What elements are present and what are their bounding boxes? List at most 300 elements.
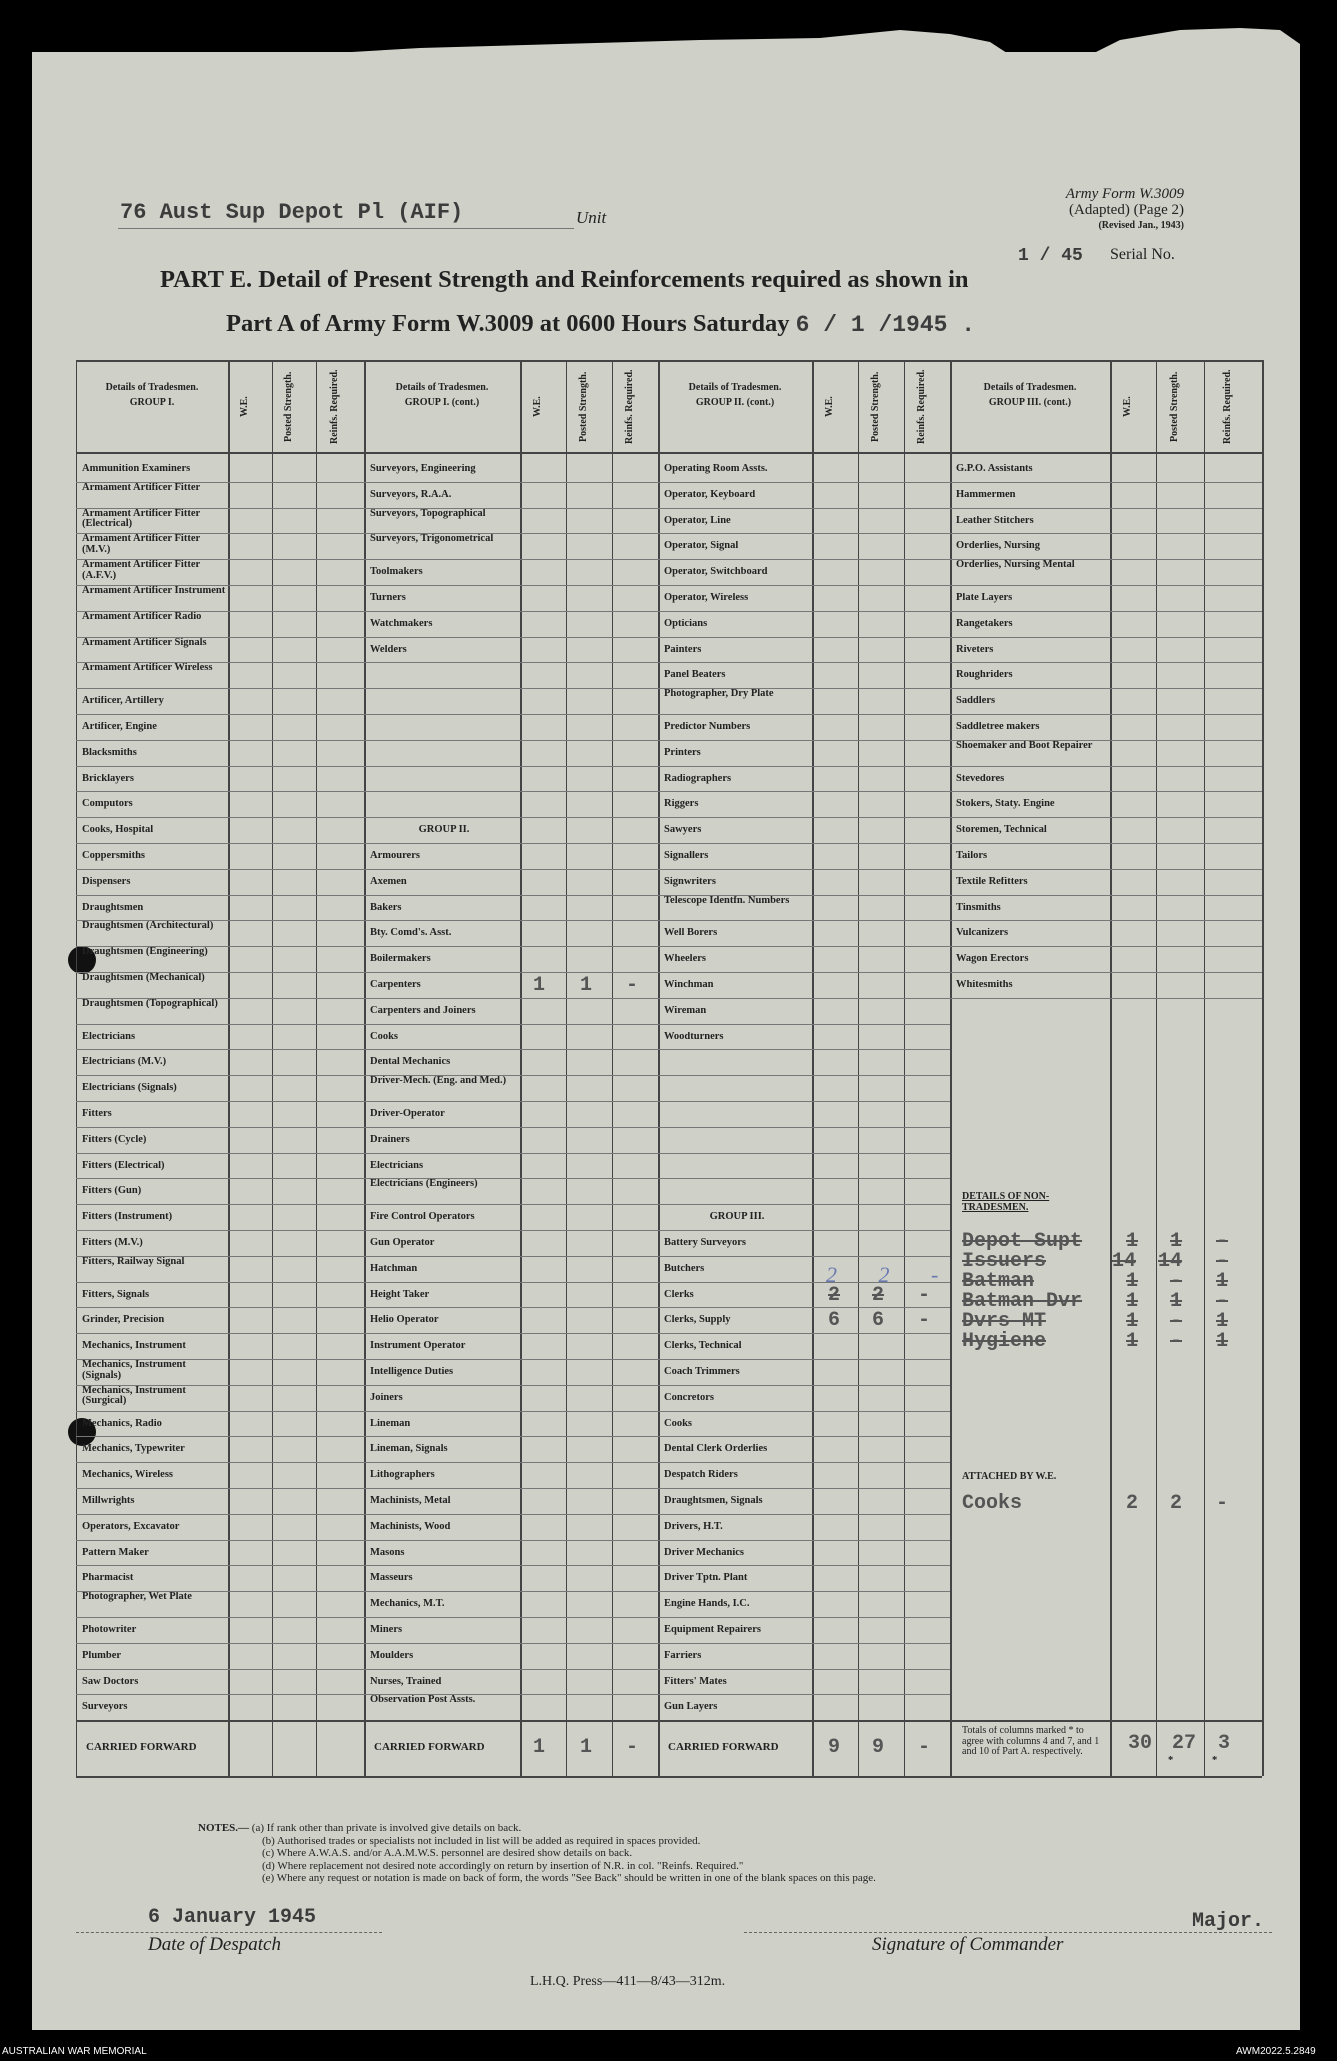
footer-left: AUSTRALIAN WAR MEMORIAL xyxy=(2,2046,147,2057)
details-header: Details of Tradesmen. xyxy=(983,382,1077,393)
row-line xyxy=(950,611,1262,612)
row-label: Fitters xyxy=(82,1109,112,1119)
row-line xyxy=(364,1643,658,1644)
row-label: Millwrights xyxy=(82,1496,135,1506)
column-divider xyxy=(858,360,859,1776)
row-label: Fitters (Gun) xyxy=(82,1186,142,1197)
row-label: Fitters (M.V.) xyxy=(82,1238,143,1248)
row-line xyxy=(364,998,658,999)
row-label: Orderlies, Nursing xyxy=(956,541,1040,552)
row-line xyxy=(76,1049,364,1050)
row-line xyxy=(364,1282,658,1283)
row-line xyxy=(950,998,1262,999)
row-label: Riggers xyxy=(664,799,699,810)
attached-name: Cooks xyxy=(962,1492,1023,1515)
group-header: GROUP III. (cont.) xyxy=(988,397,1072,408)
row-label: Blacksmiths xyxy=(82,747,137,758)
row-label: Instrument Operator xyxy=(370,1341,466,1352)
row-line xyxy=(658,1230,950,1231)
table-left xyxy=(76,360,77,1776)
row-line xyxy=(658,1101,950,1102)
row-label: Wagon Erectors xyxy=(956,954,1029,965)
row-line xyxy=(76,1127,364,1128)
row-line xyxy=(950,714,1262,715)
row-label: Telescope Identfn. Numbers xyxy=(664,895,790,906)
row-line xyxy=(76,1075,364,1076)
row-line xyxy=(658,1540,950,1541)
star-mark: * xyxy=(1212,1756,1218,1767)
non-tradesman-name: Hygiene xyxy=(962,1330,1047,1353)
column-header xyxy=(954,382,1106,408)
non-tradesman-reinfs: 1 xyxy=(1216,1270,1229,1293)
row-label: Bakers xyxy=(370,902,402,913)
cf-col2-posted: 1 xyxy=(580,1736,593,1760)
row-label: Stokers, Staty. Engine xyxy=(956,799,1055,810)
row-label: Clerks xyxy=(664,1289,694,1300)
group-header: GROUP I. xyxy=(129,397,175,408)
row-line xyxy=(658,1436,950,1437)
row-line xyxy=(364,1669,658,1670)
row-line xyxy=(658,843,950,844)
table-top xyxy=(76,360,1262,362)
row-line xyxy=(658,482,950,483)
non-tradesman-name: Issuers xyxy=(962,1250,1047,1273)
row-label: Axemen xyxy=(370,876,407,887)
row-label: Woodturners xyxy=(664,1031,724,1042)
row-label: Miners xyxy=(370,1625,403,1635)
row-line xyxy=(76,843,364,844)
row-line xyxy=(950,946,1262,947)
row-label: Mechanics, Radio xyxy=(82,1418,162,1429)
row-line xyxy=(950,482,1262,483)
row-label: Pharmacist xyxy=(82,1573,134,1584)
row-line xyxy=(658,1669,950,1670)
non-tradesman-reinfs: - xyxy=(1216,1250,1229,1273)
row-label: Stevedores xyxy=(956,773,1005,784)
row-line xyxy=(364,1565,658,1566)
row-label: Tailors xyxy=(956,851,988,861)
non-tradesman-posted: 1 xyxy=(1170,1230,1183,1253)
row-line xyxy=(76,1153,364,1154)
row-line xyxy=(658,1333,950,1334)
row-line xyxy=(364,1591,658,1592)
row-line xyxy=(364,1024,658,1025)
row-line xyxy=(658,559,950,560)
row-label: Fitters, Signals xyxy=(82,1289,150,1300)
non-tradesman-name: Depot Supt xyxy=(962,1230,1083,1253)
row-line xyxy=(950,972,1262,973)
row-line xyxy=(364,688,658,689)
column-divider xyxy=(272,360,273,1776)
row-label: Gun Operator xyxy=(370,1238,435,1248)
row-label: Machinists, Wood xyxy=(370,1521,451,1532)
row-label: Fitters' Mates xyxy=(664,1676,727,1687)
row-label: Masons xyxy=(370,1547,405,1558)
row-label: Equipment Repairers xyxy=(664,1625,761,1635)
row-label: Lithographers xyxy=(370,1470,435,1481)
row-line xyxy=(76,817,364,818)
row-line xyxy=(950,637,1262,638)
row-label: Coppersmiths xyxy=(82,851,146,861)
unit-underline xyxy=(118,228,574,229)
row-line xyxy=(76,1282,364,1283)
row-label: Leather Stitchers xyxy=(956,515,1034,526)
row-line xyxy=(364,766,658,767)
row-line xyxy=(364,1617,658,1618)
row-line xyxy=(364,1540,658,1541)
non-tradesman-we: 1 xyxy=(1126,1230,1139,1253)
reinfs-header: Reinfs. Required. xyxy=(624,369,635,445)
row-label: Farriers xyxy=(664,1650,702,1661)
row-label: Concretors xyxy=(664,1392,714,1403)
row-line xyxy=(658,817,950,818)
column-divider xyxy=(364,360,366,1776)
row-line xyxy=(76,1333,364,1334)
form-adapted: (Adapted) (Page 2) xyxy=(1069,202,1184,218)
row-line xyxy=(658,972,950,973)
column-divider xyxy=(520,360,522,1776)
row-line xyxy=(364,817,658,818)
row-label: Mechanics, Instrument (Signals) xyxy=(82,1360,186,1381)
row-line xyxy=(658,791,950,792)
row-label: Hatchman xyxy=(370,1263,418,1274)
row-line xyxy=(364,869,658,870)
row-label: Draughtsmen (Engineering) xyxy=(82,947,208,958)
row-line xyxy=(364,482,658,483)
row-label: Joiners xyxy=(370,1392,403,1403)
cf-col3-reinfs: - xyxy=(918,1736,931,1760)
row-label: Mechanics, M.T. xyxy=(370,1599,445,1610)
non-tradesman-posted: 1 xyxy=(1170,1290,1183,1313)
row-line xyxy=(364,1230,658,1231)
row-label: Signwriters xyxy=(664,876,716,887)
row-label: Predictor Numbers xyxy=(664,722,751,732)
row-line xyxy=(950,869,1262,870)
row-line xyxy=(76,1462,364,1463)
column-divider xyxy=(1110,360,1112,1776)
row-label: Saw Doctors xyxy=(82,1676,139,1687)
non-tradesman-posted: - xyxy=(1170,1270,1183,1293)
row-line xyxy=(658,1256,950,1257)
column-divider xyxy=(566,360,567,1776)
row-label: Armourers xyxy=(370,851,420,861)
row-line xyxy=(658,1127,950,1128)
row-label: Operator, Switchboard xyxy=(664,567,768,578)
total-posted: 27 xyxy=(1172,1732,1197,1756)
group-header: GROUP II. (cont.) xyxy=(695,397,775,408)
reinfs-header: Reinfs. Required. xyxy=(1222,369,1233,445)
we-header: W.E. xyxy=(532,396,543,418)
row-label: Watchmakers xyxy=(370,618,433,629)
footer-right: AWM2022.5.2849 xyxy=(1236,2046,1316,2057)
row-label: Butchers xyxy=(664,1263,705,1274)
row-label: Surveyors, R.A.A. xyxy=(370,489,452,500)
row-label: Armament Artificer Radio xyxy=(82,611,202,622)
row-label: Electricians (M.V.) xyxy=(82,1057,167,1068)
row-line xyxy=(364,1256,658,1257)
posted-header: Posted Strength. xyxy=(870,371,881,443)
total-we: 30 xyxy=(1128,1732,1153,1756)
row-label: Boilermakers xyxy=(370,954,431,965)
row-line xyxy=(76,714,364,715)
row-line xyxy=(76,1411,364,1412)
row-line xyxy=(658,766,950,767)
reinfs-header: Reinfs. Required. xyxy=(329,369,340,445)
row-label: Plate Layers xyxy=(956,593,1013,603)
row-label: Roughriders xyxy=(956,670,1013,681)
row-label: Welders xyxy=(370,644,407,655)
row-label: Armament Artificer Instrument xyxy=(82,586,226,596)
unit-label: Unit xyxy=(576,208,607,227)
group-heading: GROUP III. xyxy=(709,1212,765,1223)
row-line xyxy=(364,1127,658,1128)
row-label: Shoemaker and Boot Repairer xyxy=(956,740,1093,751)
row-line xyxy=(364,714,658,715)
row-line xyxy=(76,688,364,689)
non-tradesman-name: Dvrs MT xyxy=(962,1310,1047,1333)
note-d: (d) Where replacement not desired note accordingly on return by insertion of N.R. in col. "Reinfs. Required." xyxy=(262,1859,744,1872)
signature-value: Major. xyxy=(1192,1910,1265,1933)
row-label: Well Borers xyxy=(664,928,718,939)
row-label: Height Taker xyxy=(370,1289,430,1300)
total-reinfs: 3 xyxy=(1218,1732,1231,1756)
row-label: Operator, Line xyxy=(664,515,731,526)
column-divider xyxy=(1204,360,1205,1776)
star-mark: * xyxy=(1168,1756,1174,1767)
row-line xyxy=(76,1024,364,1025)
row-line xyxy=(364,585,658,586)
row-line xyxy=(364,1101,658,1102)
row-label: Toolmakers xyxy=(370,567,423,578)
row-line xyxy=(76,1669,364,1670)
row-label: Turners xyxy=(370,593,406,603)
clerks-supply-reinfs: - xyxy=(918,1309,931,1333)
row-line xyxy=(364,559,658,560)
row-label: Battery Surveyors xyxy=(664,1238,746,1248)
row-line xyxy=(364,920,658,921)
row-line xyxy=(950,920,1262,921)
carried-forward-label: CARRIED FORWARD xyxy=(668,1742,779,1753)
non-tradesman-reinfs: - xyxy=(1216,1230,1229,1253)
reinfs-header: Reinfs. Required. xyxy=(916,369,927,445)
row-label: Masseurs xyxy=(370,1573,413,1584)
row-label: Fire Control Operators xyxy=(370,1212,475,1223)
row-line xyxy=(76,895,364,896)
row-line xyxy=(950,895,1262,896)
non-tradesmen-heading: DETAILS OF NON-TRADESMEN. xyxy=(962,1192,1050,1213)
row-label: Electricians xyxy=(82,1031,136,1042)
row-label: Dispensers xyxy=(82,876,131,887)
column-header xyxy=(662,382,808,408)
attached-we: 2 xyxy=(1126,1492,1139,1515)
table-bottom xyxy=(76,1776,1262,1778)
row-label: Pattern Maker xyxy=(82,1547,149,1558)
non-tradesman-we: 1 xyxy=(1126,1290,1139,1313)
row-label: Surveyors, Engineering xyxy=(370,464,476,474)
non-tradesman-we: 14 xyxy=(1112,1250,1137,1273)
row-label: Despatch Riders xyxy=(664,1470,738,1481)
row-label: Saddlers xyxy=(956,696,996,707)
non-tradesman-we: 1 xyxy=(1126,1310,1139,1333)
non-tradesman-name: Batman Dvr xyxy=(962,1290,1083,1313)
carpenters-posted: 1 xyxy=(580,974,593,997)
row-label: Armament Artificer Fitter (Electrical) xyxy=(82,508,200,530)
row-label: Fitters, Railway Signal xyxy=(82,1256,185,1267)
row-label: Rangetakers xyxy=(956,618,1013,629)
row-line xyxy=(76,740,364,741)
row-line xyxy=(76,1178,364,1179)
posted-header: Posted Strength. xyxy=(578,371,589,443)
serial-value: 1 / 45 xyxy=(1018,246,1083,266)
row-line xyxy=(658,637,950,638)
row-line xyxy=(76,1617,364,1618)
row-label: Operators, Excavator xyxy=(82,1521,180,1532)
row-line xyxy=(658,1153,950,1154)
row-label: Coach Trimmers xyxy=(664,1367,740,1377)
row-label: Driver-Mech. (Eng. and Med.) xyxy=(370,1076,507,1087)
row-label: Drivers, H.T. xyxy=(664,1521,723,1532)
cf-col3-we: 9 xyxy=(828,1736,841,1760)
row-line xyxy=(658,662,950,663)
row-line xyxy=(658,611,950,612)
clerks-reinfs: - xyxy=(918,1283,931,1307)
row-line xyxy=(658,1075,950,1076)
row-line xyxy=(658,1178,950,1179)
row-label: Armament Artificer Wireless xyxy=(82,663,213,674)
row-line xyxy=(364,843,658,844)
row-label: Painters xyxy=(664,644,702,655)
row-label: Armament Artificer Signals xyxy=(82,637,207,648)
row-line xyxy=(76,1307,364,1308)
column-divider xyxy=(228,360,230,1776)
row-label: Intelligence Duties xyxy=(370,1367,454,1377)
row-label: Cooks xyxy=(370,1031,399,1042)
row-line xyxy=(76,1514,364,1515)
row-label: Bty. Comd's. Asst. xyxy=(370,928,452,939)
row-label: Mechanics, Instrument (Surgical) xyxy=(82,1385,186,1407)
row-label: Artificer, Engine xyxy=(82,722,157,732)
row-label: Armament Artificer Fitter (A.F.V.) xyxy=(82,560,200,581)
row-label: Vulcanizers xyxy=(956,928,1009,939)
notes xyxy=(198,1822,1198,1885)
row-label: Operator, Keyboard xyxy=(664,489,756,500)
row-label: Operator, Signal xyxy=(664,541,739,552)
row-line xyxy=(364,1462,658,1463)
row-label: Operator, Wireless xyxy=(664,593,749,603)
unit-typed: 76 Aust Sup Depot Pl (AIF) xyxy=(120,200,464,225)
row-line xyxy=(364,791,658,792)
row-label: Photographer, Dry Plate xyxy=(664,689,774,700)
row-line xyxy=(950,533,1262,534)
row-label: Wheelers xyxy=(664,954,706,965)
non-tradesman-posted: - xyxy=(1170,1310,1183,1333)
non-tradesman-we: 1 xyxy=(1126,1330,1139,1353)
row-line xyxy=(364,1436,658,1437)
non-tradesman-reinfs: 1 xyxy=(1216,1310,1229,1333)
row-line xyxy=(658,1514,950,1515)
row-label: Draughtsmen (Architectural) xyxy=(82,921,214,932)
row-label: Engine Hands, I.C. xyxy=(664,1599,750,1610)
row-label: Grinder, Precision xyxy=(82,1315,165,1326)
non-tradesman-posted: - xyxy=(1170,1330,1183,1353)
row-label: Mechanics, Wireless xyxy=(82,1470,173,1481)
column-header xyxy=(80,382,224,408)
row-line xyxy=(364,1385,658,1386)
serial-label: Serial No. xyxy=(1110,246,1175,263)
form-revised: (Revised Jan., 1943) xyxy=(1098,220,1184,231)
row-label: Electricians (Signals) xyxy=(82,1083,177,1094)
row-line xyxy=(658,1049,950,1050)
row-label: Hammermen xyxy=(956,489,1016,500)
clerks-supply-posted: 6 xyxy=(872,1309,885,1333)
row-line xyxy=(364,1411,658,1412)
row-line xyxy=(950,817,1262,818)
row-line xyxy=(364,895,658,896)
posted-header: Posted Strength. xyxy=(283,371,294,443)
clerks-supply-we: 6 xyxy=(828,1309,841,1333)
row-line xyxy=(364,662,658,663)
notes-label: NOTES.— xyxy=(198,1822,250,1834)
row-line xyxy=(658,1411,950,1412)
column-divider xyxy=(1262,360,1264,1776)
row-line xyxy=(658,585,950,586)
row-label: Draughtsmen (Topographical) xyxy=(82,998,218,1009)
row-label: Dental Clerk Orderlies xyxy=(664,1444,768,1455)
row-line xyxy=(76,1488,364,1489)
row-line xyxy=(364,972,658,973)
row-label: Panel Beaters xyxy=(664,670,726,681)
row-line xyxy=(364,1333,658,1334)
we-header: W.E. xyxy=(824,396,835,418)
row-label: Fitters (Electrical) xyxy=(82,1160,165,1171)
row-label: Cooks xyxy=(664,1418,693,1429)
row-label: Nurses, Trained xyxy=(370,1676,442,1687)
row-label: Signallers xyxy=(664,851,709,861)
signature-label: Signature of Commander xyxy=(872,1934,1064,1955)
row-label: Whitesmiths xyxy=(956,980,1013,990)
row-line xyxy=(364,1514,658,1515)
row-line xyxy=(658,1591,950,1592)
non-tradesman-reinfs: 1 xyxy=(1216,1330,1229,1353)
note-c: (c) Where A.W.A.S. and/or A.A.M.W.S. personnel are desired show details on back. xyxy=(262,1847,633,1859)
row-label: Surveyors xyxy=(82,1702,128,1713)
details-header: Details of Tradesmen. xyxy=(688,382,782,393)
row-line xyxy=(658,1617,950,1618)
row-label: Lineman xyxy=(370,1418,411,1429)
row-label: Electricians (Engineers) xyxy=(370,1179,478,1190)
row-label: Driver-Operator xyxy=(370,1109,445,1119)
clerks-we: 2 xyxy=(828,1283,841,1307)
row-line xyxy=(364,637,658,638)
row-line xyxy=(950,585,1262,586)
note-a: (a) If rank other than private is involved give details on back. xyxy=(251,1822,522,1834)
row-line xyxy=(658,508,950,509)
details-header: Details of Tradesmen. xyxy=(395,382,489,393)
row-line xyxy=(950,766,1262,767)
carpenters-we: 1 xyxy=(533,974,546,997)
row-label: Opticians xyxy=(664,618,708,629)
row-label: Orderlies, Nursing Mental xyxy=(956,560,1075,571)
row-line xyxy=(950,508,1262,509)
row-label: Sawyers xyxy=(664,825,702,836)
row-line xyxy=(658,998,950,999)
row-line xyxy=(950,662,1262,663)
cf-col3-posted: 9 xyxy=(872,1736,885,1760)
row-label: Draughtsmen (Mechanical) xyxy=(82,973,205,983)
row-line xyxy=(76,1694,364,1695)
attached-posted: 2 xyxy=(1170,1492,1183,1515)
title-prefix: Part A of Army Form W.3009 at 0600 Hours Saturday xyxy=(226,310,790,337)
